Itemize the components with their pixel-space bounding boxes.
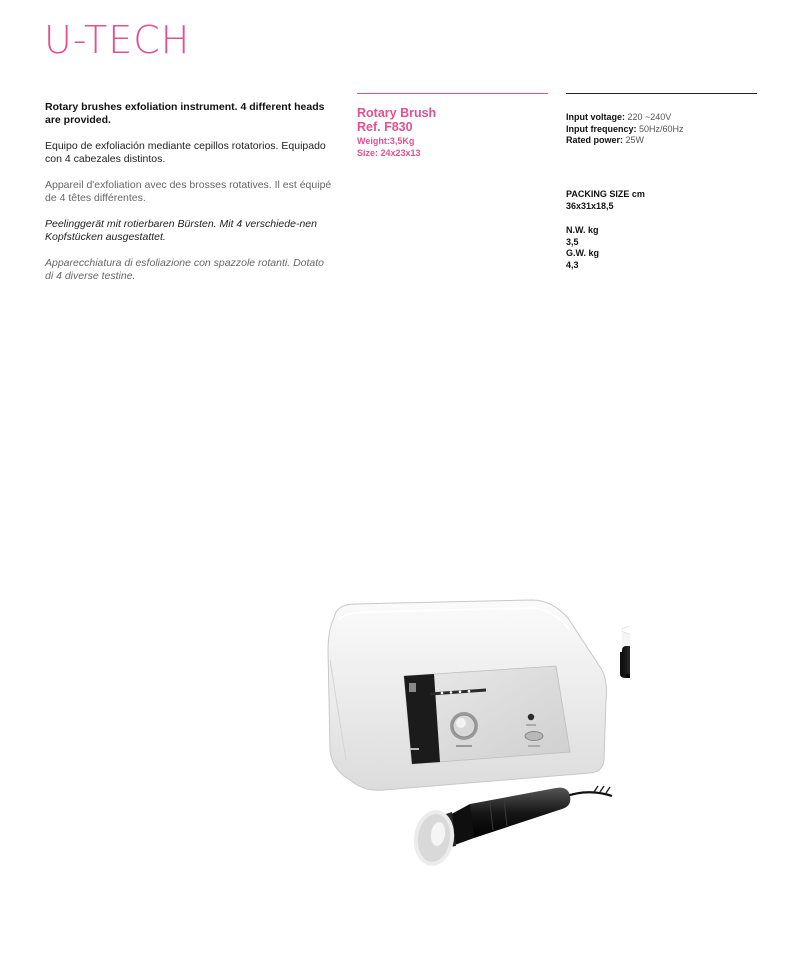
description-es: Equipo de exfoliación mediante cepillos rotatorios. Equipado con 4 cabezales distintos. (45, 140, 326, 165)
spec-value: 220 ~240V (627, 112, 672, 122)
brush-handpiece (410, 788, 570, 869)
product-ref: Ref. F830 (357, 120, 413, 134)
gross-weight-label: G.W. kg (566, 248, 600, 258)
product-divider (357, 93, 548, 94)
spec-row-frequency (566, 124, 684, 136)
packing-size: 36x31x18,5 (566, 200, 614, 211)
spec-label: Rated power: (566, 135, 624, 145)
gross-weight-value: 4,3 (566, 259, 579, 270)
description-en: Rotary brushes exfoliation instrument. 4 different heads are provided. (45, 101, 325, 126)
control-knob (450, 712, 478, 740)
description-fr: Appareil d'exfoliation avec des brosses rotatives. Il est équipé de 4 têtes différentes. (45, 179, 332, 204)
spec-row-voltage (566, 112, 684, 124)
packing-title: PACKING SIZE cm (566, 189, 645, 199)
spec-value: 50Hz/60Hz (639, 123, 684, 134)
net-weight-value: 3,5 (566, 236, 579, 247)
description-de: Peelinggerät mit rotierbaren Bürsten. Mit 4 verschiede-nen Kopfstücken ausgestattet. (45, 218, 317, 243)
product-size: Size: 24x23x13 (357, 147, 421, 158)
packing-info (566, 189, 645, 271)
specs-divider (566, 93, 757, 94)
description-block (45, 101, 335, 296)
spec-value: 25W (625, 135, 645, 145)
product-photo (320, 590, 630, 880)
product-info (357, 106, 436, 159)
product-weight: Weight:3,5Kg (357, 136, 415, 146)
power-indicator-icon (528, 714, 534, 720)
net-weight-label: N.W. kg (566, 225, 599, 235)
product-name: Rotary Brush (357, 106, 437, 120)
spec-label: Input voltage: (566, 112, 625, 122)
control-panel (404, 666, 570, 764)
spec-label: Input frequency: (566, 123, 637, 134)
power-button (525, 732, 543, 741)
logo-icon (409, 683, 416, 692)
description-it: Apparecchiatura di esfoliazione con spazzole rotanti. Dotato di 4 diverse testine. (45, 257, 324, 282)
electrical-specs (566, 112, 684, 147)
brand-title: U-TECH (44, 18, 191, 62)
spec-row-power (566, 135, 684, 147)
attachment-head-small-sponge (620, 626, 630, 678)
